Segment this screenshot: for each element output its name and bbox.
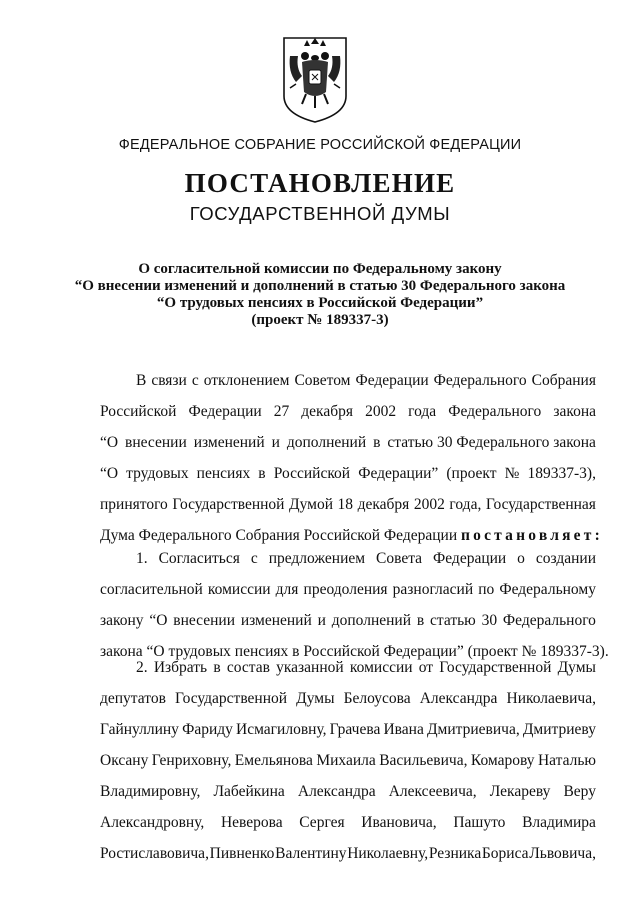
word: Федеральному xyxy=(499,581,596,598)
word: Ивана xyxy=(383,721,424,738)
text-line xyxy=(100,605,596,636)
word: связи xyxy=(151,372,187,389)
text-line xyxy=(100,396,596,427)
organization-name: ФЕДЕРАЛЬНОЕ СОБРАНИЕ РОССИЙСКОЙ ФЕДЕРАЦИИ xyxy=(118,137,522,153)
text-line xyxy=(100,574,596,605)
word: Избрать xyxy=(153,659,208,676)
text-line xyxy=(100,458,596,489)
word: Владимира xyxy=(522,814,596,831)
word: Валентину xyxy=(275,845,347,862)
word: отклонением xyxy=(203,372,290,389)
word: изменений xyxy=(240,612,312,629)
text-line xyxy=(100,714,596,745)
word: года xyxy=(408,403,437,420)
word: “О xyxy=(100,434,119,451)
document-subject xyxy=(0,261,640,329)
word: Государственная xyxy=(485,496,596,513)
word: о xyxy=(517,550,525,567)
word: статью xyxy=(430,612,476,629)
word: Дмитриевича, xyxy=(426,721,520,738)
text-line xyxy=(100,365,596,396)
word: комиссии xyxy=(207,581,271,598)
resolution-keyword: постановляет: xyxy=(461,527,603,544)
text-line xyxy=(100,807,596,838)
word: от xyxy=(418,659,434,676)
word: и xyxy=(271,434,280,451)
word: внесении xyxy=(173,612,235,629)
word: Алексеевича, xyxy=(388,783,477,800)
word: Думы xyxy=(296,690,335,707)
word: 27 xyxy=(273,403,290,420)
word: дополнений xyxy=(331,612,412,629)
word: комиссии xyxy=(349,659,413,676)
word: депутатов xyxy=(100,690,166,707)
word: Гайнуллину xyxy=(100,721,179,738)
word: Сергея xyxy=(299,814,345,831)
word: Федерации xyxy=(355,372,429,389)
word: 2. xyxy=(136,659,148,676)
word: Федерального xyxy=(502,612,596,629)
word: Генриховну, xyxy=(151,752,232,769)
word: Грачева xyxy=(329,721,381,738)
text-line xyxy=(100,745,596,776)
word: Ростиславовича, xyxy=(100,845,209,862)
word: изменений xyxy=(193,434,265,451)
word: 2002 xyxy=(365,403,397,420)
word: Согласиться xyxy=(158,550,240,567)
word: Федерации xyxy=(188,403,262,420)
word: Васильевича, xyxy=(379,752,468,769)
word: закона xyxy=(553,403,596,420)
word: внесении xyxy=(125,434,187,451)
word: Пашуто xyxy=(453,814,506,831)
word: 189337-3), xyxy=(527,465,596,482)
text-line xyxy=(100,838,596,869)
word: Резника xyxy=(428,845,482,862)
word: Ивановича, xyxy=(361,814,437,831)
word: Николаевну, xyxy=(347,845,429,862)
word: принятого xyxy=(100,496,168,513)
preamble-paragraph xyxy=(100,365,603,551)
text-line xyxy=(100,427,596,458)
word: № xyxy=(504,465,520,482)
word: Думой xyxy=(289,496,333,513)
word: Александровну, xyxy=(100,814,205,831)
subject-line: “О трудовых пенсиях в Российской Федерации” xyxy=(156,295,484,311)
word: Веру xyxy=(563,783,596,800)
word: по xyxy=(478,581,495,598)
word: Федерального xyxy=(448,403,542,420)
word: Михаила xyxy=(316,752,376,769)
word: предложением xyxy=(268,550,366,567)
word: Федерации” xyxy=(358,465,439,482)
word: 30 xyxy=(481,612,498,629)
word: Комарову xyxy=(470,752,535,769)
word: Лекареву xyxy=(489,783,551,800)
word: Исмагиловну, xyxy=(236,721,327,738)
subject-line: (проект № 189337-3) xyxy=(251,312,389,328)
word: В xyxy=(136,372,147,389)
word: Львовича, xyxy=(529,845,596,862)
word: Дмитриеву xyxy=(522,721,596,738)
word: создании xyxy=(535,550,596,567)
word: Советом xyxy=(294,372,351,389)
text-line xyxy=(100,652,596,683)
word: Государственной xyxy=(439,659,552,676)
word: Неверова xyxy=(220,814,283,831)
document-issuer: ГОСУДАРСТВЕННОЙ ДУМЫ xyxy=(189,203,451,224)
word: согласительной xyxy=(100,581,203,598)
word: Пивненко xyxy=(209,845,275,862)
word: Федерального xyxy=(433,372,527,389)
word: “О xyxy=(149,612,168,629)
text-line xyxy=(100,489,596,520)
word: Оксану xyxy=(100,752,149,769)
word: Белоусова xyxy=(343,690,411,707)
word: пенсиях xyxy=(196,465,251,482)
word: с xyxy=(250,550,258,567)
word: 18 xyxy=(337,496,354,513)
word: Николаевича, xyxy=(506,690,596,707)
word: “О xyxy=(100,465,119,482)
word: Наталью xyxy=(537,752,596,769)
word: указанной xyxy=(276,659,344,676)
word: Дума Федерального Собрания Российской Федерации xyxy=(100,527,458,544)
word: года, xyxy=(449,496,482,513)
word: Бориса xyxy=(481,845,529,862)
word: с xyxy=(191,372,199,389)
word: статью 30 Федерального закона xyxy=(387,434,596,451)
word: Александра xyxy=(419,690,498,707)
word: Совета xyxy=(376,550,423,567)
word: разногласий xyxy=(392,581,474,598)
word: Российской xyxy=(273,465,351,482)
word: декабря xyxy=(301,403,353,420)
word: (проект xyxy=(446,465,497,482)
word: Государственной xyxy=(172,496,285,513)
word: Фариду xyxy=(182,721,233,738)
word: Российской xyxy=(100,403,177,420)
text-line xyxy=(100,543,596,574)
subject-line: О согласительной комиссии по Федеральному закону xyxy=(138,261,502,277)
word: трудовых xyxy=(126,465,189,482)
subject-line: “О внесении изменений и дополнений в статью 30 Федерального закона xyxy=(74,278,566,294)
clause-1-paragraph xyxy=(100,543,609,667)
word: Емельянова xyxy=(234,752,313,769)
word: закону xyxy=(100,612,144,629)
word: Владимировну, xyxy=(100,783,201,800)
word: преодоления xyxy=(303,581,388,598)
word: Лабейкина xyxy=(213,783,285,800)
word: Александра xyxy=(297,783,376,800)
clause-2-paragraph xyxy=(100,652,596,869)
word: Федерации xyxy=(433,550,507,567)
word: Собрания xyxy=(531,372,596,389)
word: состав xyxy=(226,659,270,676)
word: 2002 xyxy=(413,496,445,513)
document-type-title: ПОСТАНОВЛЕНИЕ xyxy=(184,168,456,198)
word: закона “О трудовых пенсиях в Российской Федерации” (проект № 189337-3). xyxy=(100,643,609,660)
text-line xyxy=(100,776,596,807)
word: дополнений xyxy=(286,434,367,451)
word: в xyxy=(416,612,425,629)
word: Думы xyxy=(557,659,596,676)
word: и xyxy=(317,612,326,629)
word: декабря xyxy=(357,496,410,513)
word: для xyxy=(275,581,299,598)
word: в xyxy=(373,434,381,451)
word: 1. xyxy=(136,550,148,567)
coat-of-arms-icon xyxy=(280,36,350,124)
word: в xyxy=(258,465,266,482)
text-line xyxy=(100,683,596,714)
word: в xyxy=(213,659,221,676)
word: Государственной xyxy=(174,690,288,707)
